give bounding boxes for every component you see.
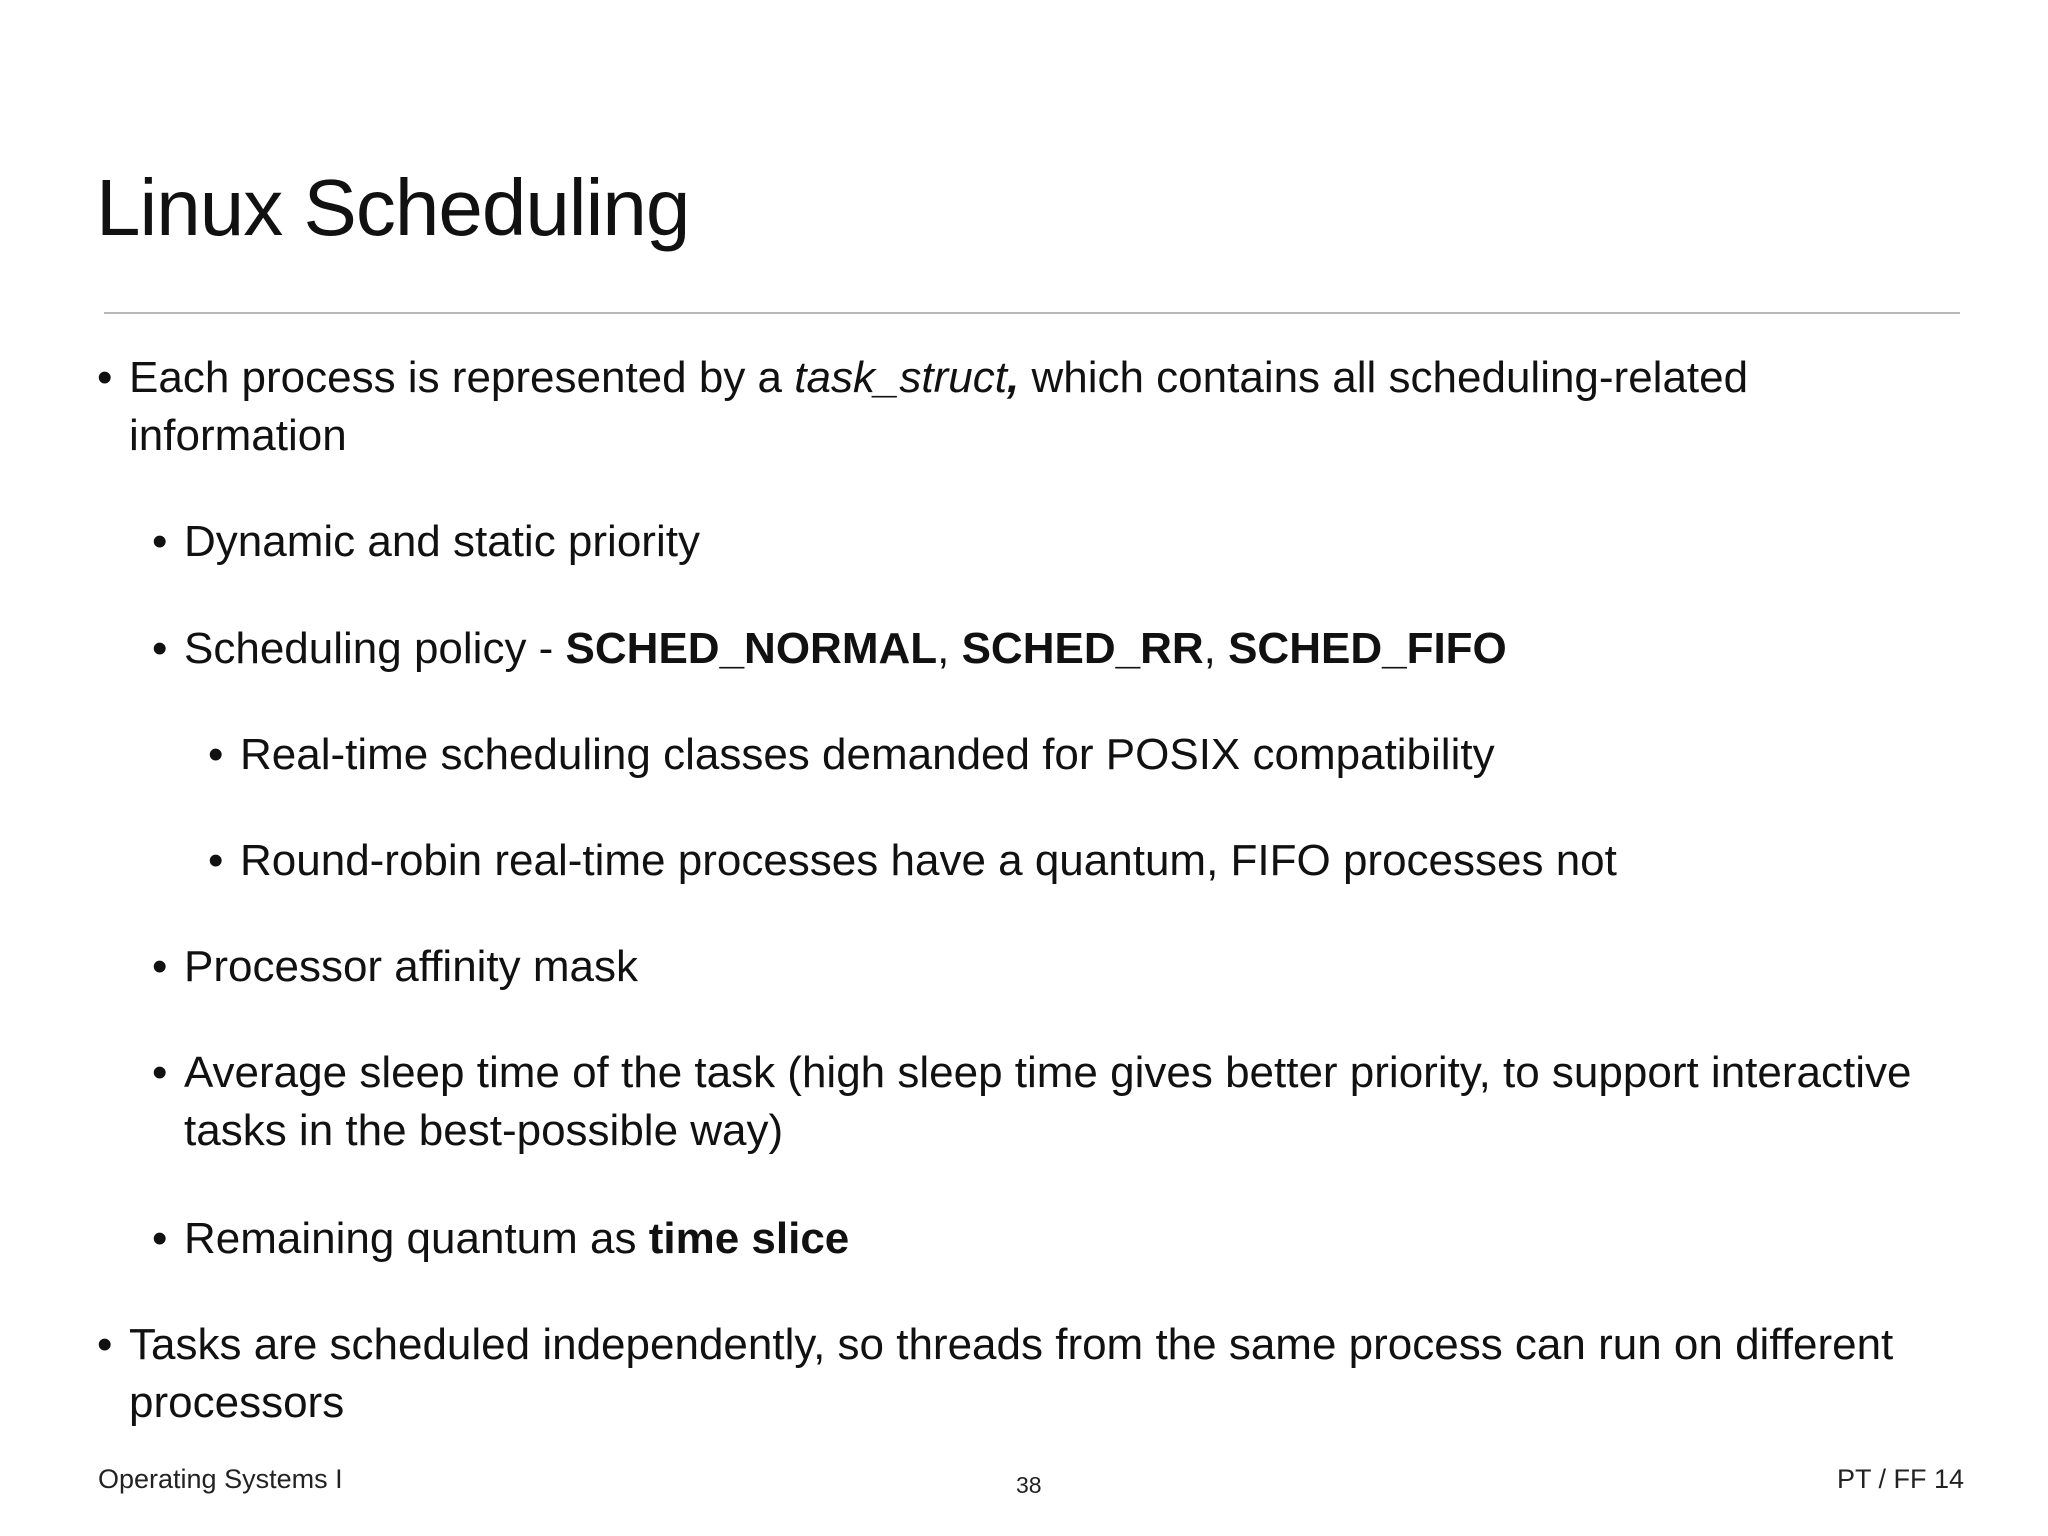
bullet-round-robin	[208, 832, 1940, 890]
bold-comma: ,	[1007, 353, 1020, 402]
policy-sched-rr: SCHED_RR	[961, 624, 1204, 673]
bullet-dot: •	[152, 624, 168, 673]
bullet-text: Processor affinity mask	[184, 942, 639, 991]
bullet-text: Dynamic and static priority	[184, 517, 700, 566]
bullet-dot: •	[152, 942, 168, 991]
bullet-text: Scheduling policy -	[184, 624, 566, 673]
bullet-dot: •	[152, 1214, 168, 1263]
bullet-dot: •	[208, 836, 224, 885]
bullet-priority	[152, 513, 1944, 571]
bullet-text: Round-robin real-time processes have a quantum, FIFO processes not	[240, 836, 1617, 885]
bullet-independent-tasks	[97, 1316, 1939, 1432]
footer-authors: PT / FF 14	[1836, 1464, 1964, 1494]
bullet-dot: •	[152, 1048, 168, 1097]
bullet-time-slice	[152, 1210, 1944, 1268]
bullet-posix	[208, 726, 1940, 784]
bullet-dot: •	[152, 517, 168, 566]
bullet-text: Real-time scheduling classes demanded for POSIX compatibility	[240, 730, 1495, 779]
bullet-text-continued: which contains all scheduling-related information	[129, 353, 1749, 460]
bullet-sleep-time	[152, 1044, 1944, 1160]
bullet-dot: •	[97, 353, 113, 402]
time-slice-term: time slice	[648, 1214, 850, 1263]
policy-sched-fifo: SCHED_FIFO	[1228, 624, 1507, 673]
slide-title: Linux Scheduling	[96, 163, 690, 252]
task-struct-term: task_struct	[794, 353, 1007, 402]
bullet-task-struct	[97, 349, 1939, 465]
bullet-dot: •	[208, 730, 224, 779]
footer-course: Operating Systems I	[98, 1464, 343, 1494]
policy-sched-normal: SCHED_NORMAL	[565, 624, 938, 673]
title-divider	[104, 312, 1960, 314]
bullet-dot: •	[97, 1320, 113, 1369]
separator: ,	[937, 624, 962, 673]
bullet-text: Each process is represented by a	[129, 353, 795, 402]
bullet-affinity	[152, 938, 1944, 996]
bullet-scheduling-policy	[152, 620, 1944, 678]
bullet-text: Tasks are scheduled independently, so threads from the same process can run on different processors	[129, 1320, 1894, 1427]
bullet-text: Remaining quantum as	[184, 1214, 649, 1263]
separator: ,	[1203, 624, 1229, 673]
page-number: 38	[1016, 1472, 1042, 1498]
bullet-text: Average sleep time of the task (high sleep time gives better priority, to support interactive tasks in the best-possible way)	[184, 1048, 1912, 1155]
